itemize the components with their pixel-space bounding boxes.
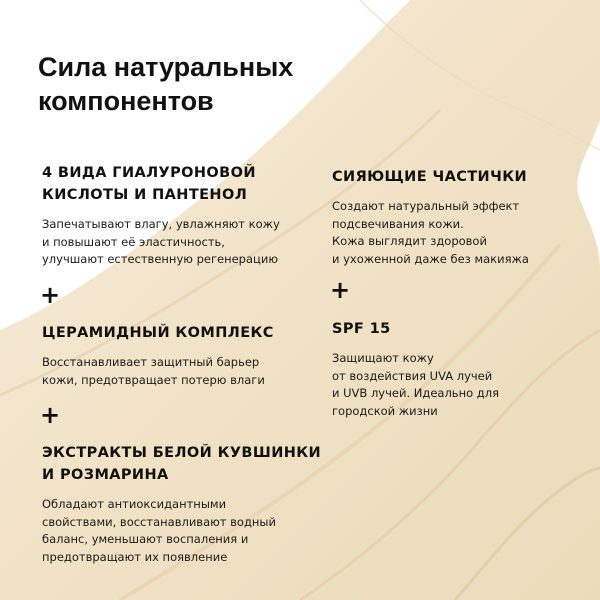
heading-line: И РОЗМАРИНА [42, 467, 169, 483]
description-line: от воздействия UVA лучей [332, 368, 493, 383]
plus-separator: + [40, 401, 61, 429]
heading-line: 4 ВИДА ГИАЛУРОНОВОЙ [42, 165, 256, 181]
ingredient-description [332, 198, 529, 268]
ingredient-heading [332, 318, 499, 340]
description-line: Обладают антиоксидантными [42, 497, 227, 511]
ingredient-hyaluronic [42, 162, 280, 269]
description-line: свойствами, восстанавливают водный [42, 514, 276, 529]
description-line: и UVB лучей. Идеально для [332, 386, 500, 400]
plus-separator: + [330, 276, 351, 304]
page-title [38, 50, 338, 118]
ingredient-description [42, 354, 274, 389]
description-line: улучшают естественную регенерацию [42, 252, 279, 266]
ingredient-spf [332, 318, 499, 420]
title-line-2: компонентов [38, 86, 214, 116]
ingredient-ceramides [42, 322, 274, 389]
ingredient-heading [42, 322, 274, 344]
description-line: Защищают кожу [332, 351, 434, 365]
description-line: и повышают её эластичность, [42, 234, 225, 249]
description-line: Запечатывают влагу, увлажняют кожу [42, 217, 280, 231]
ingredient-shimmer-particles [332, 166, 529, 268]
heading-line: ЭКСТРАКТЫ БЕЛОЙ КУВШИНКИ [42, 445, 322, 461]
plus-separator: + [40, 281, 61, 309]
description-line: кожи, предотвращает потерю влаги [42, 372, 265, 387]
description-line: Создают натуральный эффект [332, 199, 520, 213]
heading-line: SPF 15 [332, 321, 391, 337]
heading-line: ЦЕРАМИДНЫЙ КОМПЛЕКС [42, 325, 274, 341]
description-line: подсвечивания кожи. [332, 216, 464, 231]
ingredient-heading [42, 162, 280, 206]
description-line: и ухоженной даже без макияжа [332, 251, 529, 266]
description-line: Кожа выглядит здоровой [332, 234, 487, 248]
ingredient-description [42, 216, 280, 269]
heading-line: КИСЛОТЫ И ПАНТЕНОЛ [42, 187, 248, 203]
description-line: предотвращают их появление [42, 549, 228, 564]
ingredient-heading [332, 166, 529, 188]
ingredient-description [332, 350, 499, 420]
description-line: городской жизни [332, 403, 438, 418]
heading-line: СИЯЮЩИЕ ЧАСТИЧКИ [332, 169, 527, 185]
title-line-1: Сила натуральных [38, 52, 294, 82]
description-line: баланс, уменьшают воспаления и [42, 532, 249, 546]
ingredient-heading [42, 442, 321, 486]
ingredient-description [42, 496, 321, 566]
description-line: Восстанавливает защитный барьер [42, 355, 260, 369]
ingredient-extracts [42, 442, 321, 566]
